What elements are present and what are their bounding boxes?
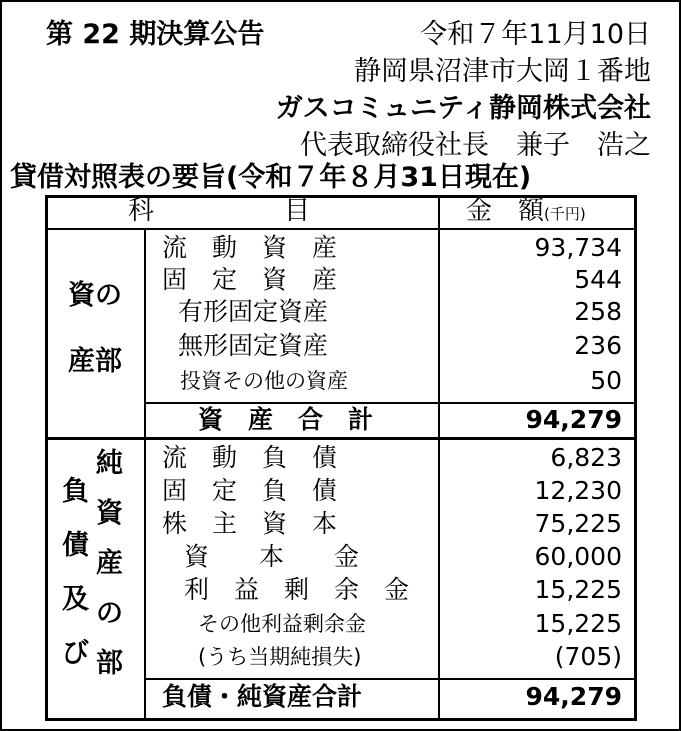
assets-total-label: 資 産 合 計 — [198, 405, 374, 434]
liabilities-total-value: 94,279 — [525, 682, 622, 711]
asset-label-current: 流 動 資 産 — [162, 233, 338, 262]
asset-value-current: 93,734 — [534, 233, 622, 262]
equity-value-other-retained: 15,225 — [534, 609, 622, 638]
equity-label-net-loss: (うち当期純損失) — [198, 645, 362, 669]
equity-label-other-retained: その他利益剰余金 — [198, 612, 366, 636]
asset-value-tangible: 258 — [574, 297, 622, 326]
assets-total-divider — [144, 402, 634, 404]
liabilities-section-col1-2: 債 — [62, 530, 89, 561]
equity-value-net-loss: (705) — [554, 642, 622, 671]
asset-label-intangible: 無形固定資産 — [178, 331, 329, 360]
liabilities-section-col1-1: 負 — [62, 476, 89, 507]
balance-sheet-table — [45, 195, 637, 721]
equity-value-shareholders: 75,225 — [534, 509, 622, 538]
asset-value-fixed: 544 — [574, 265, 622, 294]
liabilities-section-col2-1: 純 — [96, 448, 123, 479]
assets-total-value: 94,279 — [525, 405, 622, 434]
header-kingaku-label: 金 額 — [466, 196, 545, 226]
equity-label-shareholders: 株 主 資 本 — [162, 509, 338, 538]
asset-label-fixed: 固 定 資 産 — [162, 265, 338, 294]
liability-label-current: 流 動 負 債 — [162, 443, 338, 472]
section-separator — [48, 437, 634, 440]
equity-label-retained: 利 益 剰 余 金 — [184, 575, 410, 604]
liabilities-total-divider — [144, 678, 634, 680]
equity-label-capital: 資 本 金 — [184, 542, 360, 571]
header-kingaku — [466, 196, 586, 229]
header-kamoku: 科 目 — [128, 196, 311, 226]
notice-date: 令和７年11月10日 — [420, 19, 651, 50]
liabilities-total-label: 負債・純資産合計 — [162, 682, 363, 711]
equity-value-retained: 15,225 — [534, 575, 622, 604]
section-divider — [144, 228, 146, 718]
assets-section-label-1: 資の — [68, 280, 122, 311]
liabilities-section-col1-4: び — [62, 638, 89, 669]
representative-name: 代表取締役社長 兼子 浩之 — [300, 130, 651, 161]
liabilities-section-col1-3: 及 — [62, 584, 89, 615]
assets-section-label-2: 産部 — [68, 346, 122, 377]
liabilities-section-col2-5: 部 — [96, 648, 123, 679]
company-address: 静岡県沼津市大岡１番地 — [354, 56, 651, 87]
notice-title: 第 22 期決算公告 — [46, 19, 265, 50]
balance-sheet-heading: 貸借対照表の要旨(令和７年８月31日現在) — [10, 162, 532, 193]
liabilities-section-col2-3: 産 — [96, 548, 123, 579]
liability-label-fixed: 固 定 負 債 — [162, 476, 338, 505]
liabilities-section-col2-2: 資 — [96, 498, 123, 529]
column-divider — [438, 198, 440, 718]
equity-value-capital: 60,000 — [534, 542, 622, 571]
liabilities-section-col2-4: の — [96, 598, 123, 629]
asset-label-investments: 投資その他の資産 — [180, 369, 348, 393]
liability-value-current: 6,823 — [550, 443, 622, 472]
asset-value-intangible: 236 — [574, 331, 622, 360]
asset-value-investments: 50 — [590, 366, 622, 395]
company-name: ガスコミュニティ静岡株式会社 — [275, 93, 651, 124]
asset-label-tangible: 有形固定資産 — [178, 297, 329, 326]
header-unit: (千円) — [544, 205, 586, 223]
liability-value-fixed: 12,230 — [534, 476, 622, 505]
